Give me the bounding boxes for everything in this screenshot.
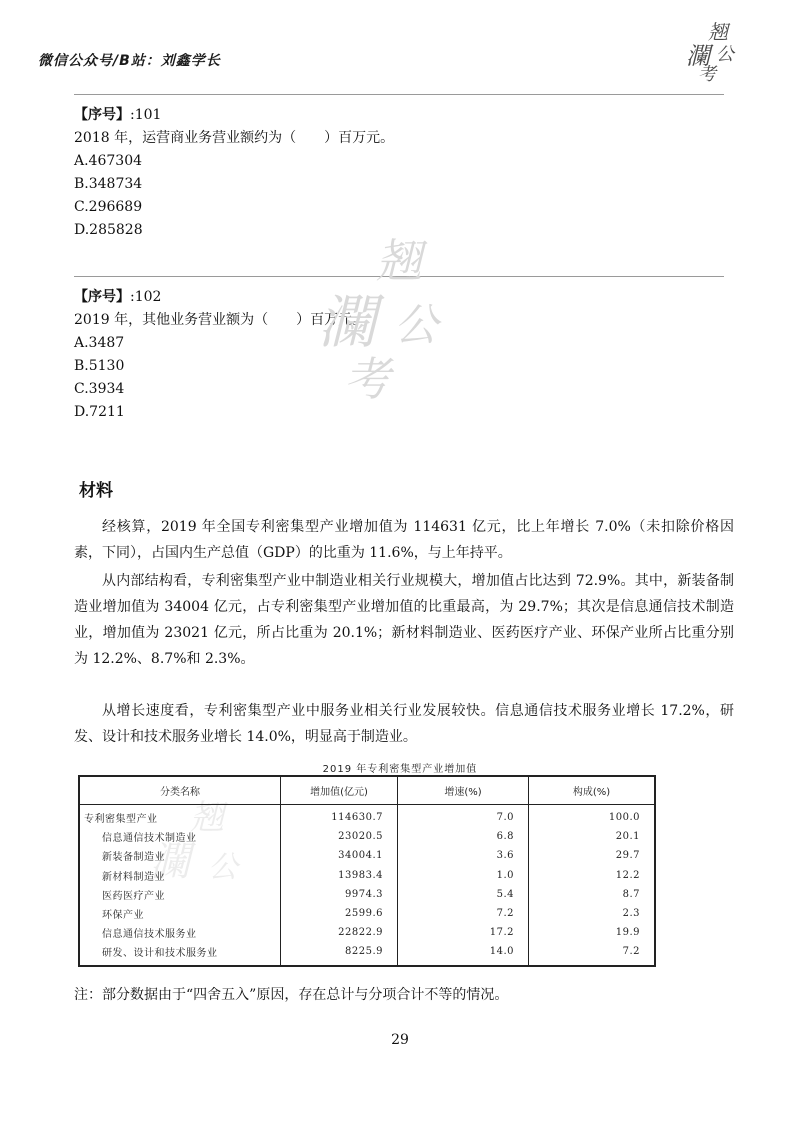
question-stem: 2019 年，其他业务营业额为（ ）百万元。 bbox=[74, 312, 367, 328]
question-number: 【序号】:101 bbox=[74, 107, 162, 123]
material-title: 材料 bbox=[79, 481, 113, 501]
material-paragraph-2: 从内部结构看，专利密集型产业中制造业相关行业规模大，增加值占比达到 72.9%。其中，新装备制造业增加值为 34004 亿元，占专利密集型产业增加值的比重最高，为 29.7%；其次是信息通信技术制造业，增加值为 23021 亿元，所占比重为 20.1%；新材料制造业、医药医疗产业、环保产业所占比重分别为 12.2%、8.7%和 2.3%。 bbox=[74, 573, 734, 667]
question-number: 【序号】:102 bbox=[74, 289, 162, 305]
table-row: 新装备制造业 34004.1 3.6 29.7 bbox=[79, 846, 655, 865]
table-row: 专利密集型产业 114630.7 7.0 100.0 bbox=[79, 805, 655, 828]
table-caption: 2019 年专利密集型产业增加值 bbox=[322, 764, 478, 775]
table-note: 注：部分数据由于“四舍五入”原因，存在总计与分项合计不等的情况。 bbox=[74, 987, 509, 1003]
table-header-row bbox=[79, 776, 655, 805]
option-c: C.3934 bbox=[74, 381, 125, 397]
question-101 bbox=[74, 104, 394, 242]
divider bbox=[74, 94, 724, 95]
industry-value-table bbox=[78, 775, 656, 967]
table-row: 研发、设计和技术服务业 8225.9 14.0 7.2 bbox=[79, 942, 655, 965]
material-paragraph-3: 从增长速度看，专利密集型产业中服务业相关行业发展较快。信息通信技术服务业增长 17.2%，研发、设计和技术服务业增长 14.0%，明显高于制造业。 bbox=[74, 703, 734, 745]
option-d: D.285828 bbox=[74, 222, 143, 238]
col-header-share: 构成(%) bbox=[529, 776, 656, 805]
watermark-logo-small: 翘 瀾 公 bbox=[150, 798, 238, 885]
material-paragraph-1: 经核算，2019 年全国专利密集型产业增加值为 114631 亿元，比上年增长 7.0%（未扣除价格因素，下同），占国内生产总值（GDP）的比重为 11.6%，与上年持平。 bbox=[74, 519, 734, 561]
table-row: 新材料制造业 13983.4 1.0 12.2 bbox=[79, 866, 655, 885]
table-row: 医药医疗产业 9974.3 5.4 8.7 bbox=[79, 885, 655, 904]
table-row: 环保产业 2599.6 7.2 2.3 bbox=[79, 904, 655, 923]
header-source-text: 微信公众号/B站：刘鑫学长 bbox=[38, 53, 221, 69]
table-row: 信息通信技术制造业 23020.5 6.8 20.1 bbox=[79, 827, 655, 846]
table-row: 信息通信技术服务业 22822.9 17.2 19.9 bbox=[79, 923, 655, 942]
col-header-growth: 增速(%) bbox=[398, 776, 529, 805]
col-header-value: 增加值(亿元) bbox=[281, 776, 398, 805]
col-header-name: 分类名称 bbox=[79, 776, 281, 805]
watermark-logo: 翘 瀾 公 考 bbox=[318, 234, 438, 406]
option-a: A.3487 bbox=[74, 335, 125, 351]
option-b: B.5130 bbox=[74, 358, 125, 374]
option-a: A.467304 bbox=[74, 153, 143, 169]
brand-logo: 翘 瀾 公 考 bbox=[686, 20, 734, 85]
question-stem: 2018 年，运营商业务营业额约为（ ）百万元。 bbox=[74, 130, 395, 146]
option-d: D.7211 bbox=[74, 404, 125, 420]
option-c: C.296689 bbox=[74, 199, 143, 215]
option-b: B.348734 bbox=[74, 176, 143, 192]
page-number: 29 bbox=[391, 1032, 409, 1048]
